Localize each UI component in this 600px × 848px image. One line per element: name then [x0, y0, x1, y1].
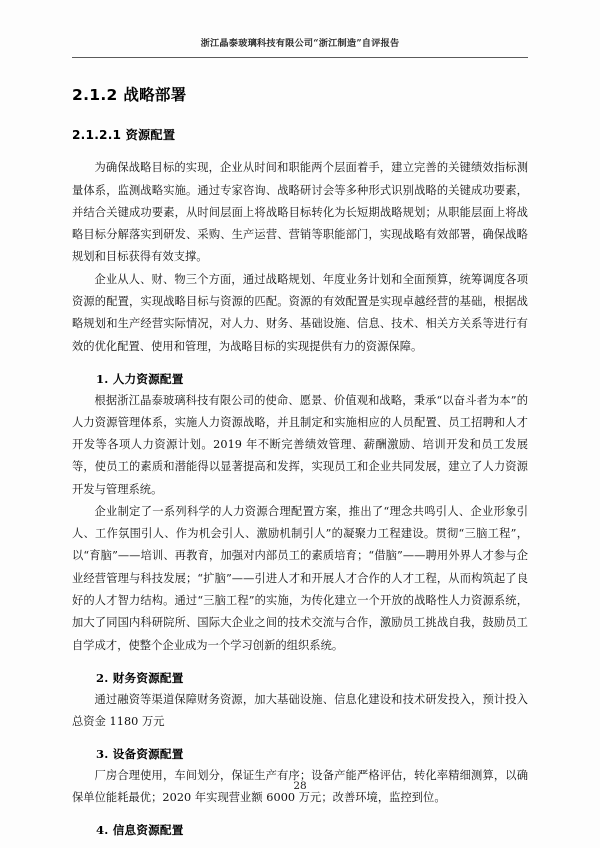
item-heading-human-resources: 1. 人力资源配置 [96, 371, 184, 386]
running-header [72, 38, 528, 49]
page-number: 28 [293, 780, 307, 792]
item-heading-financial-resources: 2. 财务资源配置 [96, 670, 184, 685]
paragraph-equipment-resources-1: 厂房合理使用，车间划分，保证生产有序；设备产能严格评估，转化率精细测算，以确保单位能耗最优；2020 年实现营业额 6000 万元；改善环境，监控到位。 [72, 768, 528, 805]
item-heading-equipment-resources: 3. 设备资源配置 [96, 747, 184, 762]
header-divider [72, 57, 528, 58]
section-heading: 2.1.2 战略部署 [72, 86, 187, 104]
paragraph-intro-1: 为确保战略目标的实现，企业从时间和职能两个层面着手，建立完善的关键绩效指标测量体系，监测战略实施。通过专家咨询、战略研讨会等多种形式识别战略的关键成功要素，并结合关键成功要素，从时间层面上将战略目标转化为长短期战略规划；从职能层面上将战略目标分解落实到研发、采购、生产运营、营销等职能部门，实现战略有效部署，确保战略规划和目标获得有效支撑。 [72, 161, 528, 264]
paragraph-human-resources-2: 企业制定了一系列科学的人力资源合理配置方案，推出了“理念共鸣引人、企业形象引人、工作氛围引人、作为机会引人、激励机制引人”的凝聚力工程建设。贯彻“三脑工程”，以“育脑”——培训、再教育，加强对内部员工的素质培育；“借脑”——聘用外界人才参与企业经营管理与科技发展；“扩脑”——引进人才和开展人才合作的人才工程，从而构筑起了良好的人才智力结构。通过“三脑工程”的实施，为传化建立一个开放的战略性人力资源系统，加大了同国内科研院所、国际大企业之间的技术交流与合作，激励员工挑战自我，鼓励员工自学成才，使整个企业成为一个学习创新的组织系统。 [72, 504, 528, 652]
paragraph-human-resources-1: 根据浙江晶泰玻璃科技有限公司的使命、愿景、价值观和战略，秉承“以奋斗者为本”的人力资源管理体系，实施人力资源战略，并且制定和实施相应的人员配置、员工招聘和人才开发等各项人力资源计划。2019 年不断完善绩效管理、薪酬激励、培训开发和员工发展等，使员工的素质和潜能得以显著提高和发挥，实现员工和企业共同发展，建立了人力资源开发与管理系统。 [72, 393, 528, 496]
paragraph-financial-resources-1: 通过融资等渠道保障财务资源，加大基础设施、信息化建设和技术研发投入，预计投入总资金 1180 万元 [72, 692, 528, 728]
item-heading-information-resources: 4. 信息资源配置 [96, 823, 184, 838]
document-body [72, 73, 528, 841]
paragraph-intro-2: 企业从人、财、物三个方面，通过战略规划、年度业务计划和全面预算，统筹调度各项资源的配置，实现战略目标与资源的匹配。资源的有效配置是实现卓越经营的基础，根据战略规划和生产经营实际情况，对人力、财务、基础设施、信息、技术、相关方关系等进行有效的优化配置、使用和管理，为战略目标的实现提供有力的资源保障。 [72, 272, 528, 353]
subsection-heading: 2.1.2.1 资源配置 [72, 127, 176, 142]
running-header-title: 浙江晶泰玻璃科技有限公司“浙江制造”自评报告 [200, 38, 400, 49]
